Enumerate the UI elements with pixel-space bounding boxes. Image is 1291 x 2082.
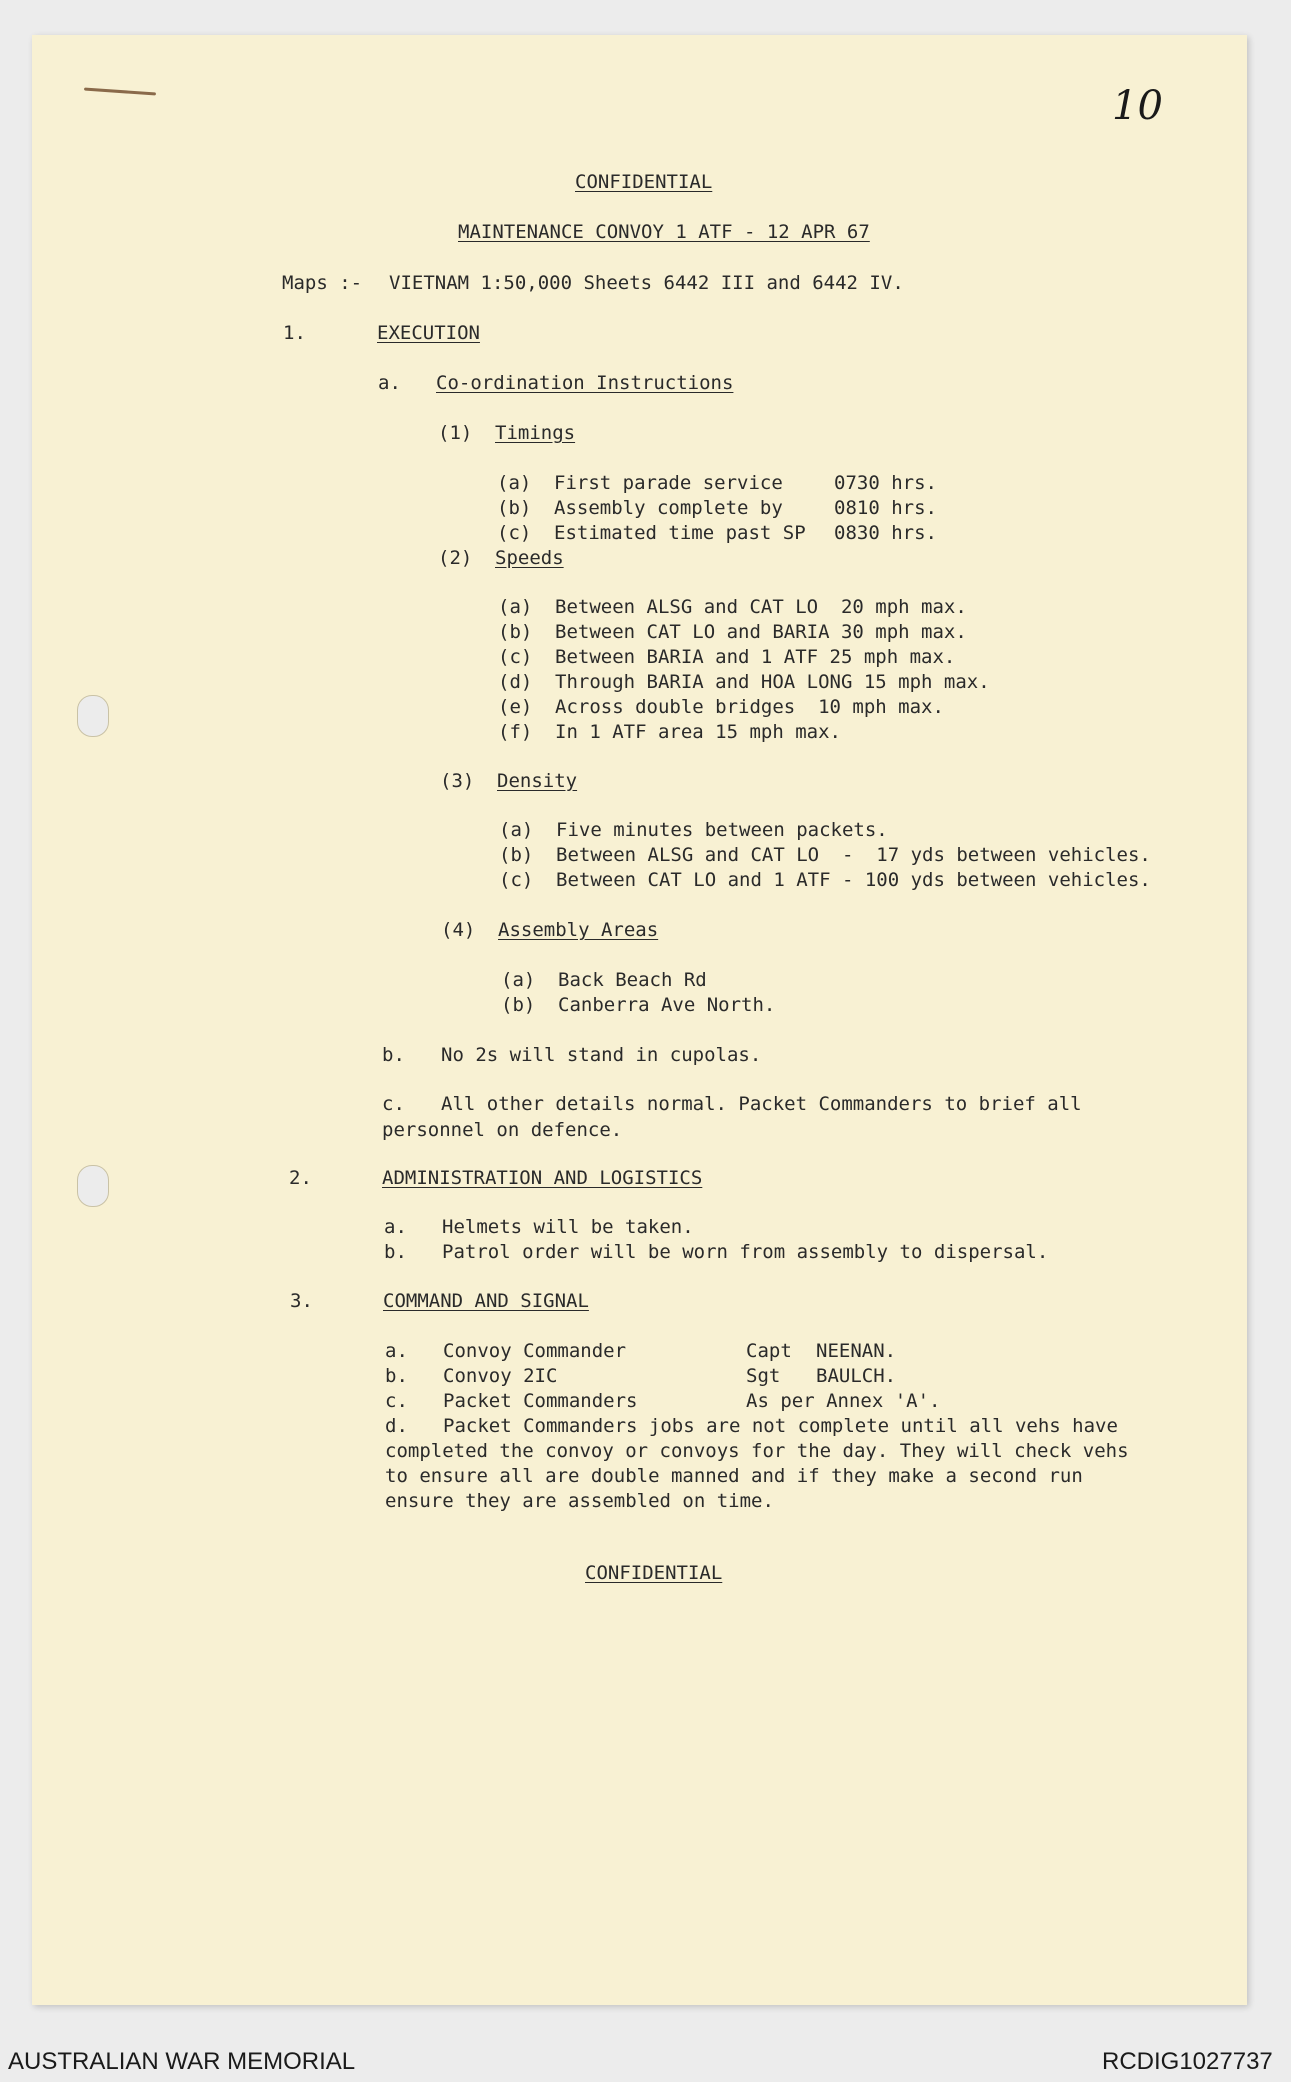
para-a-label: a. bbox=[378, 372, 401, 394]
para-c-label: c. bbox=[382, 1093, 405, 1115]
speed-text: Across double bridges 10 mph max. bbox=[555, 696, 944, 718]
timing-label: (b) bbox=[497, 497, 532, 519]
assembly-text: Back Beach Rd bbox=[558, 969, 707, 991]
maps-label: Maps :- bbox=[282, 272, 363, 294]
timing-text: First parade service bbox=[554, 472, 783, 494]
command-label: a. bbox=[385, 1340, 408, 1362]
speed-text: Between ALSG and CAT LO 20 mph max. bbox=[555, 596, 967, 618]
section-2-heading: ADMINISTRATION AND LOGISTICS bbox=[382, 1167, 703, 1189]
section-3-number: 3. bbox=[290, 1290, 313, 1312]
timing-label: (a) bbox=[497, 472, 532, 494]
speed-text: In 1 ATF area 15 mph max. bbox=[555, 721, 841, 743]
staple-mark bbox=[84, 87, 156, 95]
admin-text: Patrol order will be worn from assembly to dispersal. bbox=[442, 1241, 1049, 1263]
para-d-line: ensure they are assembled on time. bbox=[385, 1490, 774, 1512]
timing-text: Assembly complete by bbox=[554, 497, 783, 519]
section-1-heading: EXECUTION bbox=[377, 322, 480, 344]
para-d-line: Packet Commanders jobs are not complete until all vehs have bbox=[443, 1415, 1118, 1437]
command-label: b. bbox=[385, 1365, 408, 1387]
admin-label: a. bbox=[384, 1216, 407, 1238]
archive-credit: AUSTRALIAN WAR MEMORIAL bbox=[8, 2048, 356, 2075]
density-number: (3) bbox=[440, 770, 475, 792]
speed-label: (b) bbox=[498, 621, 533, 643]
timings-heading: Timings bbox=[495, 422, 576, 444]
assembly-heading: Assembly Areas bbox=[498, 919, 659, 941]
classification-footer: CONFIDENTIAL bbox=[585, 1562, 723, 1584]
para-c-line: All other details normal. Packet Commanders to brief all bbox=[441, 1093, 1082, 1115]
section-1-number: 1. bbox=[283, 322, 306, 344]
speed-text: Between BARIA and 1 ATF 25 mph max. bbox=[555, 646, 956, 668]
assembly-number: (4) bbox=[441, 919, 476, 941]
section-3-heading: COMMAND AND SIGNAL bbox=[383, 1290, 589, 1312]
para-d-line: completed the convoy or convoys for the day. They will check vehs bbox=[385, 1440, 1129, 1462]
density-text: Between ALSG and CAT LO - 17 yds between vehicles. bbox=[556, 844, 1151, 866]
punch-hole-top bbox=[77, 695, 109, 737]
speed-label: (f) bbox=[498, 721, 533, 743]
density-label: (c) bbox=[499, 869, 534, 891]
density-text: Between CAT LO and 1 ATF - 100 yds between vehicles. bbox=[556, 869, 1151, 891]
command-label: c. bbox=[385, 1390, 408, 1412]
speed-label: (d) bbox=[498, 671, 533, 693]
command-rank: As per Annex 'A'. bbox=[746, 1390, 941, 1412]
assembly-label: (b) bbox=[501, 994, 536, 1016]
page-number: 10 bbox=[1112, 83, 1163, 129]
speed-label: (e) bbox=[498, 696, 533, 718]
para-c-line: personnel on defence. bbox=[382, 1119, 623, 1141]
speed-label: (c) bbox=[498, 646, 533, 668]
assembly-label: (a) bbox=[501, 969, 536, 991]
command-name: BAULCH. bbox=[816, 1365, 897, 1387]
density-heading: Density bbox=[497, 770, 578, 792]
timings-number: (1) bbox=[438, 422, 473, 444]
para-b-label: b. bbox=[382, 1044, 405, 1066]
timing-value: 0810 hrs. bbox=[834, 497, 937, 519]
speed-text: Through BARIA and HOA LONG 15 mph max. bbox=[555, 671, 990, 693]
density-label: (a) bbox=[499, 819, 534, 841]
speeds-heading: Speeds bbox=[495, 547, 564, 569]
archive-id: RCDIG1027737 bbox=[1102, 2048, 1273, 2075]
para-b-text: No 2s will stand in cupolas. bbox=[441, 1044, 762, 1066]
command-role: Packet Commanders bbox=[443, 1390, 638, 1412]
density-text: Five minutes between packets. bbox=[556, 819, 888, 841]
assembly-text: Canberra Ave North. bbox=[558, 994, 776, 1016]
para-a-heading: Co-ordination Instructions bbox=[436, 372, 734, 394]
admin-text: Helmets will be taken. bbox=[442, 1216, 694, 1238]
maps-text: VIETNAM 1:50,000 Sheets 6442 III and 6442 IV. bbox=[389, 272, 904, 294]
timing-label: (c) bbox=[497, 522, 532, 544]
command-role: Convoy Commander bbox=[443, 1340, 627, 1362]
speed-label: (a) bbox=[498, 596, 533, 618]
command-name: NEENAN. bbox=[816, 1340, 897, 1362]
command-role: Convoy 2IC bbox=[443, 1365, 558, 1387]
classification-header: CONFIDENTIAL bbox=[575, 171, 713, 193]
para-d-line: to ensure all are double manned and if they make a second run bbox=[385, 1465, 1083, 1487]
document-title: MAINTENANCE CONVOY 1 ATF - 12 APR 67 bbox=[458, 221, 870, 243]
density-label: (b) bbox=[499, 844, 534, 866]
speed-text: Between CAT LO and BARIA 30 mph max. bbox=[555, 621, 967, 643]
command-rank: Sgt bbox=[746, 1365, 781, 1387]
command-rank: Capt bbox=[746, 1340, 792, 1362]
timing-value: 0730 hrs. bbox=[834, 472, 937, 494]
speeds-number: (2) bbox=[438, 547, 473, 569]
document-sheet bbox=[32, 35, 1247, 2005]
punch-hole-bottom bbox=[77, 1165, 109, 1207]
timing-text: Estimated time past SP bbox=[554, 522, 806, 544]
admin-label: b. bbox=[384, 1241, 407, 1263]
para-d-label: d. bbox=[385, 1415, 408, 1437]
section-2-number: 2. bbox=[289, 1167, 312, 1189]
timing-value: 0830 hrs. bbox=[834, 522, 937, 544]
